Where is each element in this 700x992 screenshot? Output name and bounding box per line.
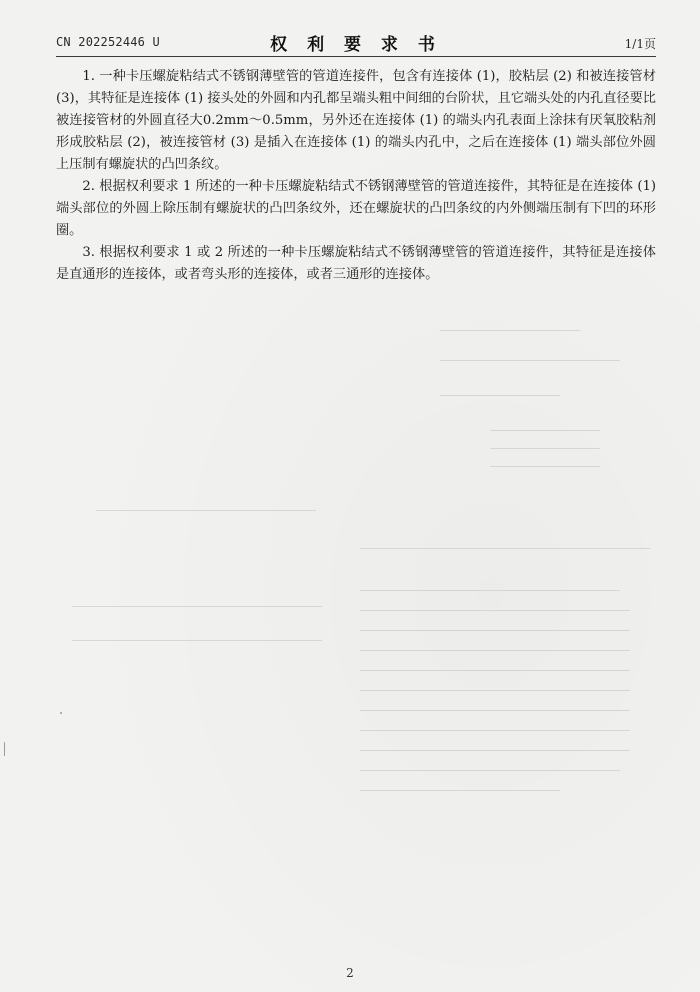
document-title: 权 利 要 求 书 [270, 35, 442, 55]
show-through-line [360, 590, 620, 591]
show-through-line [490, 448, 600, 449]
show-through-line [360, 770, 620, 771]
scan-speck [4, 742, 5, 756]
show-through-line [360, 730, 630, 731]
page-count: 1/1页 [624, 37, 656, 51]
claims-body [56, 66, 656, 286]
claim-1: 1. 一种卡压螺旋粘结式不锈钢薄壁管的管道连接件，包含有连接体 (1)，胶粘层 (2) 和被连接管材 (3)，其特征是连接体 (1) 接头处的外圆和内孔都呈端头粗中间细的台阶状，且它端头处的内孔直径要比被连接管材的外圆直径大0.2mm～0.5mm，另外还在连接体 (1) 的端头内孔表面上涂抹有厌氧胶粘剂形成胶粘层 (2)，被连接管材 (3) 是插入在连接体 (1) 的端头内孔中，之后在连接体 (1) 端头部位外圆上压制有螺旋状的凸凹条纹。 [56, 69, 656, 172]
claim-2: 2. 根据权利要求 1 所述的一种卡压螺旋粘结式不锈钢薄壁管的管道连接件，其特征是在连接体 (1) 端头部位的外圆上除压制有螺旋状的凸凹条纹外，还在螺旋状的凸凹条纹的内外侧端压制有下凹的环形圈。 [56, 179, 656, 238]
show-through-line [440, 330, 580, 331]
publication-number: CN 202252446 U [56, 35, 160, 49]
show-through-line [72, 640, 322, 641]
show-through-line [96, 510, 316, 511]
show-through-line [72, 606, 322, 607]
scan-speck [60, 712, 62, 714]
show-through-line [440, 395, 560, 396]
show-through-line [360, 750, 630, 751]
show-through-line [360, 630, 630, 631]
show-through-line [360, 690, 630, 691]
header-rule [56, 56, 656, 57]
show-through-line [360, 790, 560, 791]
show-through-line [360, 548, 650, 549]
page-number: 2 [346, 966, 354, 980]
show-through-line [360, 710, 630, 711]
show-through-line [360, 670, 630, 671]
show-through-line [490, 430, 600, 431]
show-through-line [360, 650, 630, 651]
show-through-line [490, 466, 600, 467]
page-header [56, 30, 656, 55]
show-through-line [440, 360, 620, 361]
show-through-line [360, 610, 630, 611]
claim-3: 3. 根据权利要求 1 或 2 所述的一种卡压螺旋粘结式不锈钢薄壁管的管道连接件，其特征是连接体是直通形的连接体，或者弯头形的连接体，或者三通形的连接体。 [56, 245, 656, 282]
